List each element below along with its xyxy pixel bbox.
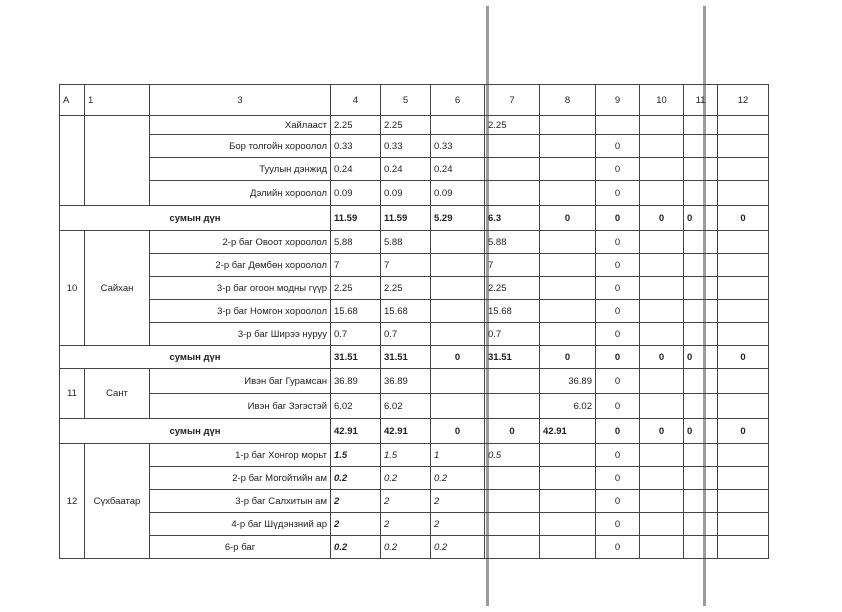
value-col-5: 36.89 <box>381 369 431 394</box>
value-col-6 <box>431 277 485 300</box>
header-cell-8: 8 <box>540 85 596 116</box>
value-col-4: 2 <box>331 513 381 536</box>
value-col-4: 2.25 <box>331 277 381 300</box>
total-col-7: 31.51 <box>485 346 540 369</box>
value-col-7 <box>485 158 540 181</box>
value-col-10 <box>640 513 684 536</box>
location-name: 2-р баг Дөмбөн хороолол <box>150 254 331 277</box>
value-col-8 <box>540 323 596 346</box>
value-col-6 <box>431 116 485 135</box>
total-col-10: 0 <box>640 206 684 231</box>
location-name: 4-р баг Шүдэнзний ар <box>150 513 331 536</box>
location-name: 3-р баг огоон модны гүүр <box>150 277 331 300</box>
value-col-4: 2.25 <box>331 116 381 135</box>
location-name: 3-р баг Ширээ нуруу <box>150 323 331 346</box>
value-col-5: 0.2 <box>381 536 431 559</box>
value-col-5: 1.5 <box>381 444 431 467</box>
table-row <box>60 300 769 323</box>
total-col-4: 11.59 <box>331 206 381 231</box>
value-col-7: 2.25 <box>485 116 540 135</box>
value-col-9: 0 <box>596 394 640 419</box>
table-row <box>60 231 769 254</box>
total-col-5: 11.59 <box>381 206 431 231</box>
total-label: сумын дүн <box>60 206 331 231</box>
total-col-11: 0 <box>684 419 718 444</box>
value-col-7 <box>485 467 540 490</box>
value-col-11 <box>684 490 718 513</box>
location-name: Ивэн баг Гурамсан <box>150 369 331 394</box>
value-col-5: 0.2 <box>381 467 431 490</box>
value-col-11 <box>684 369 718 394</box>
table-row <box>60 490 769 513</box>
location-name: 2-р баг Овоот хороолол <box>150 231 331 254</box>
value-col-8 <box>540 467 596 490</box>
table-row <box>60 536 769 559</box>
value-col-10 <box>640 369 684 394</box>
value-col-8 <box>540 116 596 135</box>
value-col-9: 0 <box>596 369 640 394</box>
value-col-6 <box>431 231 485 254</box>
value-col-5: 0.33 <box>381 135 431 158</box>
value-col-9: 0 <box>596 158 640 181</box>
value-col-9: 0 <box>596 513 640 536</box>
total-col-12: 0 <box>718 419 769 444</box>
header-cell-10: 10 <box>640 85 684 116</box>
value-col-12 <box>718 231 769 254</box>
soum-name-cell <box>85 116 150 206</box>
value-col-10 <box>640 254 684 277</box>
value-col-11 <box>684 536 718 559</box>
total-col-11: 0 <box>684 206 718 231</box>
value-col-8 <box>540 513 596 536</box>
value-col-10 <box>640 323 684 346</box>
total-col-9: 0 <box>596 419 640 444</box>
value-col-4: 0.09 <box>331 181 381 206</box>
value-col-7 <box>485 513 540 536</box>
value-col-10 <box>640 444 684 467</box>
header-cell-7: 7 <box>485 85 540 116</box>
value-col-10 <box>640 116 684 135</box>
value-col-12 <box>718 277 769 300</box>
value-col-9: 0 <box>596 300 640 323</box>
value-col-5: 0.7 <box>381 323 431 346</box>
value-col-10 <box>640 231 684 254</box>
value-col-5: 15.68 <box>381 300 431 323</box>
total-col-6: 5.29 <box>431 206 485 231</box>
total-col-7: 6.3 <box>485 206 540 231</box>
value-col-4: 15.68 <box>331 300 381 323</box>
value-col-12 <box>718 300 769 323</box>
value-col-12 <box>718 490 769 513</box>
location-name: 2-р баг Могойтийн ам <box>150 467 331 490</box>
value-col-4: 0.2 <box>331 536 381 559</box>
table-row <box>60 254 769 277</box>
row-number-cell: 12 <box>60 444 85 559</box>
total-col-10: 0 <box>640 419 684 444</box>
total-label: сумын дүн <box>60 419 331 444</box>
value-col-12 <box>718 444 769 467</box>
value-col-6: 2 <box>431 490 485 513</box>
value-col-9: 0 <box>596 254 640 277</box>
value-col-7: 2.25 <box>485 277 540 300</box>
value-col-6: 2 <box>431 513 485 536</box>
value-col-7 <box>485 181 540 206</box>
value-col-6: 0.2 <box>431 467 485 490</box>
value-col-6: 0.2 <box>431 536 485 559</box>
total-col-11: 0 <box>684 346 718 369</box>
value-col-11 <box>684 116 718 135</box>
land-area-table <box>59 84 769 559</box>
value-col-7 <box>485 135 540 158</box>
value-col-9: 0 <box>596 444 640 467</box>
table-row <box>60 444 769 467</box>
header-cell-5: 5 <box>381 85 431 116</box>
location-name: 3-р баг Номгон хороолол <box>150 300 331 323</box>
total-label: сумын дүн <box>60 346 331 369</box>
value-col-6: 0.24 <box>431 158 485 181</box>
total-col-4: 42.91 <box>331 419 381 444</box>
value-col-7: 0.7 <box>485 323 540 346</box>
value-col-11 <box>684 254 718 277</box>
value-col-5: 5.88 <box>381 231 431 254</box>
header-cell-11: 11 <box>684 85 718 116</box>
value-col-8 <box>540 158 596 181</box>
value-col-4: 1.5 <box>331 444 381 467</box>
value-col-6 <box>431 300 485 323</box>
value-col-10 <box>640 181 684 206</box>
value-col-10 <box>640 490 684 513</box>
soum-name-cell: Сант <box>85 369 150 419</box>
total-col-7: 0 <box>485 419 540 444</box>
value-col-5: 0.09 <box>381 181 431 206</box>
location-name: Туулын дэнжид <box>150 158 331 181</box>
value-col-4: 0.24 <box>331 158 381 181</box>
value-col-10 <box>640 135 684 158</box>
location-name: Хайлааст <box>150 116 331 135</box>
total-col-8: 0 <box>540 346 596 369</box>
value-col-4: 7 <box>331 254 381 277</box>
header-cell-4: 4 <box>331 85 381 116</box>
value-col-10 <box>640 394 684 419</box>
value-col-12 <box>718 369 769 394</box>
value-col-4: 6.02 <box>331 394 381 419</box>
value-col-11 <box>684 444 718 467</box>
value-col-7 <box>485 490 540 513</box>
header-cell-1: 1 <box>85 85 150 116</box>
value-col-12 <box>718 254 769 277</box>
value-col-11 <box>684 158 718 181</box>
table-row <box>60 181 769 206</box>
value-col-8 <box>540 490 596 513</box>
value-col-7 <box>485 394 540 419</box>
total-col-9: 0 <box>596 346 640 369</box>
value-col-8 <box>540 254 596 277</box>
table-row <box>60 277 769 300</box>
value-col-11 <box>684 323 718 346</box>
value-col-5: 0.24 <box>381 158 431 181</box>
soum-name-cell: Сайхан <box>85 231 150 346</box>
value-col-5: 2.25 <box>381 277 431 300</box>
value-col-10 <box>640 158 684 181</box>
value-col-10 <box>640 536 684 559</box>
row-number-cell <box>60 116 85 206</box>
table-row <box>60 394 769 419</box>
value-col-6 <box>431 323 485 346</box>
total-col-5: 31.51 <box>381 346 431 369</box>
value-col-12 <box>718 394 769 419</box>
total-col-6: 0 <box>431 346 485 369</box>
value-col-8 <box>540 231 596 254</box>
total-col-12: 0 <box>718 206 769 231</box>
table-row <box>60 369 769 394</box>
value-col-11 <box>684 467 718 490</box>
table-row <box>60 513 769 536</box>
value-col-4: 0.7 <box>331 323 381 346</box>
value-col-7 <box>485 536 540 559</box>
value-col-4: 36.89 <box>331 369 381 394</box>
value-col-9: 0 <box>596 490 640 513</box>
row-number-cell: 10 <box>60 231 85 346</box>
value-col-8 <box>540 181 596 206</box>
value-col-6 <box>431 254 485 277</box>
value-col-5: 6.02 <box>381 394 431 419</box>
value-col-8: 6.02 <box>540 394 596 419</box>
column-header-row <box>60 85 769 116</box>
value-col-9: 0 <box>596 323 640 346</box>
value-col-9: 0 <box>596 536 640 559</box>
value-col-9: 0 <box>596 231 640 254</box>
total-col-8: 0 <box>540 206 596 231</box>
value-col-8: 36.89 <box>540 369 596 394</box>
total-col-12: 0 <box>718 346 769 369</box>
value-col-12 <box>718 135 769 158</box>
value-col-4: 0.2 <box>331 467 381 490</box>
value-col-11 <box>684 300 718 323</box>
header-cell-9: 9 <box>596 85 640 116</box>
value-col-11 <box>684 394 718 419</box>
value-col-8 <box>540 444 596 467</box>
header-cell-6: 6 <box>431 85 485 116</box>
total-col-10: 0 <box>640 346 684 369</box>
value-col-8 <box>540 300 596 323</box>
header-cell-3: 3 <box>150 85 331 116</box>
soum-name-cell: Сүхбаатар <box>85 444 150 559</box>
value-col-12 <box>718 323 769 346</box>
value-col-9: 0 <box>596 467 640 490</box>
value-col-6: 0.33 <box>431 135 485 158</box>
value-col-7: 15.68 <box>485 300 540 323</box>
value-col-7: 0.5 <box>485 444 540 467</box>
value-col-4: 0.33 <box>331 135 381 158</box>
value-col-11 <box>684 231 718 254</box>
value-col-11 <box>684 181 718 206</box>
value-col-8 <box>540 277 596 300</box>
value-col-5: 2 <box>381 513 431 536</box>
total-col-9: 0 <box>596 206 640 231</box>
value-col-8 <box>540 135 596 158</box>
total-col-8: 42.91 <box>540 419 596 444</box>
value-col-4: 2 <box>331 490 381 513</box>
location-name: Бор толгойн хороолол <box>150 135 331 158</box>
value-col-11 <box>684 277 718 300</box>
soum-total-row <box>60 419 769 444</box>
value-col-9: 0 <box>596 277 640 300</box>
value-col-5: 2.25 <box>381 116 431 135</box>
value-col-5: 2 <box>381 490 431 513</box>
value-col-6 <box>431 369 485 394</box>
value-col-12 <box>718 536 769 559</box>
table-row <box>60 158 769 181</box>
value-col-6: 0.09 <box>431 181 485 206</box>
location-name: 1-р баг Хонгор морьт <box>150 444 331 467</box>
value-col-7: 7 <box>485 254 540 277</box>
table-row <box>60 116 769 135</box>
value-col-7 <box>485 369 540 394</box>
table-row <box>60 135 769 158</box>
value-col-11 <box>684 513 718 536</box>
table-row <box>60 467 769 490</box>
value-col-12 <box>718 181 769 206</box>
value-col-10 <box>640 277 684 300</box>
total-col-6: 0 <box>431 419 485 444</box>
value-col-10 <box>640 300 684 323</box>
value-col-7: 5.88 <box>485 231 540 254</box>
value-col-9: 0 <box>596 135 640 158</box>
value-col-12 <box>718 467 769 490</box>
value-col-11 <box>684 135 718 158</box>
value-col-12 <box>718 513 769 536</box>
value-col-6 <box>431 394 485 419</box>
row-number-cell: 11 <box>60 369 85 419</box>
location-name: Ивэн баг Зэгэстэй <box>150 394 331 419</box>
header-cell-12: 12 <box>718 85 769 116</box>
total-col-4: 31.51 <box>331 346 381 369</box>
location-name: Дэлийн хороолол <box>150 181 331 206</box>
value-col-10 <box>640 467 684 490</box>
value-col-9: 0 <box>596 181 640 206</box>
value-col-4: 5.88 <box>331 231 381 254</box>
value-col-9 <box>596 116 640 135</box>
value-col-6: 1 <box>431 444 485 467</box>
header-cell-a: А <box>60 85 85 116</box>
total-col-5: 42.91 <box>381 419 431 444</box>
soum-total-row <box>60 346 769 369</box>
soum-total-row <box>60 206 769 231</box>
value-col-5: 7 <box>381 254 431 277</box>
location-name: 3-р баг Салхитын ам <box>150 490 331 513</box>
value-col-12 <box>718 158 769 181</box>
location-name: 6-р баг <box>150 536 331 559</box>
table-row <box>60 323 769 346</box>
value-col-8 <box>540 536 596 559</box>
value-col-12 <box>718 116 769 135</box>
